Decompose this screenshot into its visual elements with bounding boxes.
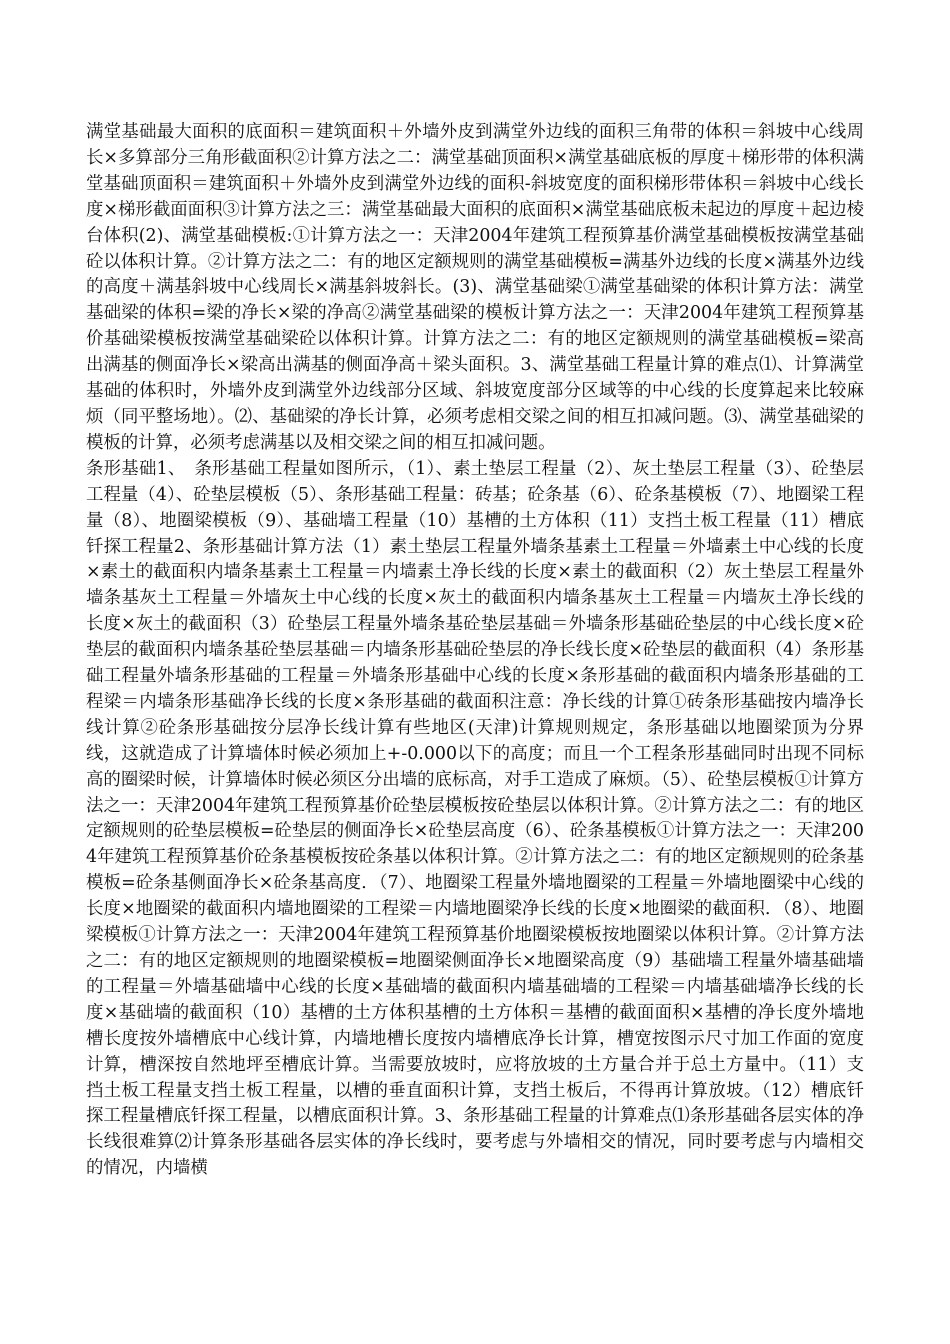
paragraph-raft-foundation: 满堂基础最大面积的底面积＝建筑面积＋外墙外皮到满堂外边线的面积三角带的体积＝斜坡中心线周长×多算部分三角形截面积②计算方法之二：满堂基础顶面积×满堂基础底板的厚度＋梯形带的体积满堂基础顶面积＝建筑面积＋外墙外皮到满堂外边线的面积-斜坡宽度的面积梯形带体积＝斜坡中心线长度×梯形截面面积③计算方法之三：满堂基础最大面积的底面积×满堂基础底板未起边的厚度＋起边棱台体积(2)、满堂基础模板:①计算方法之一：天津2004年建筑工程预算基价满堂基础模板按满堂基础砼以体积计算。②计算方法之二：有的地区定额规则的满堂基础模板=满基外边线的长度×满基外边线的高度＋满基斜坡中心线周长×满基斜坡斜长。(3)、满堂基础梁①满堂基础梁的体积计算方法：满堂基础梁的体积=梁的净长×梁的净高②满堂基础梁的模板计算方法之一：天津2004年建筑工程预算基价基础梁模板按满堂基础梁砼以体积计算。计算方法之二：有的地区定额规则的满堂基础模板=梁高出满基的侧面净长×梁高出满基的侧面净高＋梁头面积。3、满堂基础工程量计算的难点⑴、计算满堂基础的体积时，外墙外皮到满堂外边线部分区域、斜坡宽度部分区域等的中心线的长度算起来比较麻烦（同平整场地）。⑵、基础梁的净长计算，必须考虑相交梁之间的相互扣减问题。⑶、满堂基础梁的模板的计算，必须考虑满基以及相交梁之间的相互扣减问题。 bbox=[86, 122, 864, 453]
paragraph-strip-foundation: 条形基础1、 条形基础工程量如图所示，（1）、素土垫层工程量（2）、灰土垫层工程量（3）、砼垫层工程量（4）、砼垫层模板（5）、条形基础工程量：砖基；砼条基（6）、砼条基模板（7）、地圈梁工程量（8）、地圈梁模板（9）、基础墙工程量（10）基槽的土方体积（11）支挡土板工程量（11）槽底钎探工程量2、条形基础计算方法（1）素土垫层工程量外墙条基素土工程量＝外墙素土中心线的长度×素土的截面积内墙条基素土工程量＝内墙素土净长线的长度×素土的截面积（2）灰土垫层工程量外墙条基灰土工程量＝外墙灰土中心线的长度×灰土的截面积内墙条基灰土工程量＝内墙灰土净长线的长度×灰土的截面积（3）砼垫层工程量外墙条基砼垫层基础＝外墙条形基础砼垫层的中心线长度×砼垫层的截面积内墙条基砼垫层基础＝内墙条形基础砼垫层的净长线长度×砼垫层的截面积（4）条形基础工程量外墙条形基础的工程量＝外墙条形基础中心线的长度×条形基础的截面积内墙条形基础的工程梁＝内墙条形基础净长线的长度×条形基础的截面积注意：净长线的计算①砖条形基础按内墙净长线计算②砼条形基础按分层净长线计算有些地区(天津)计算规则规定，条形基础以地圈梁顶为分界线，这就造成了计算墙体时候必须加上+-0.000以下的高度；而且一个工程条形基础同时出现不同标高的圈梁时候，计算墙体时候必须区分出墙的底标高，对手工造成了麻烦。（5）、砼垫层模板①计算方法之一：天津2004年建筑工程预算基价砼垫层模板按砼垫层以体积计算。②计算方法之二：有的地区定额规则的砼垫层模板=砼垫层的侧面净长×砼垫层高度（6）、砼条基模板①计算方法之一：天津2004年建筑工程预算基价砼条基模板按砼条基以体积计算。②计算方法之二：有的地区定额规则的砼条基模板=砼条基侧面净长×砼条基高度．（7）、地圈梁工程量外墙地圈梁的工程量＝外墙地圈梁中心线的长度×地圈梁的截面积内墙地圈梁的工程梁＝内墙地圈梁净长线的长度×地圈梁的截面积．（8）、地圈梁模板①计算方法之一：天津2004年建筑工程预算基价地圈梁模板按地圈梁以体积计算。②计算方法之二：有的地区定额规则的地圈梁模板=地圈梁侧面净长×地圈梁高度（9）基础墙工程量外墙基础墙的工程量＝外墙基础墙中心线的长度×基础墙的截面积内墙基础墙的工程梁＝内墙基础墙净长线的长度×基础墙的截面积（10）基槽的土方体积基槽的土方体积＝基槽的截面面积×基槽的净长度外墙地槽长度按外墙槽底中心线计算，内墙地槽长度按内墙槽底净长计算，槽宽按图示尺寸加工作面的宽度计算，槽深按自然地坪至槽底计算。当需要放坡时，应将放坡的土方量合并于总土方量中。（11）支挡土板工程量支挡土板工程量，以槽的垂直面积计算，支挡土板后，不得再计算放坡。（12）槽底钎探工程量槽底钎探工程量，以槽底面积计算。3、条形基础工程量的计算难点⑴条形基础各层实体的净长线很难算⑵计算条形基础各层实体的净长线时，要考虑与外墙相交的情况，同时要考虑与内墙相交的情况，内墙横 bbox=[86, 458, 864, 1179]
document-page bbox=[86, 120, 864, 1182]
